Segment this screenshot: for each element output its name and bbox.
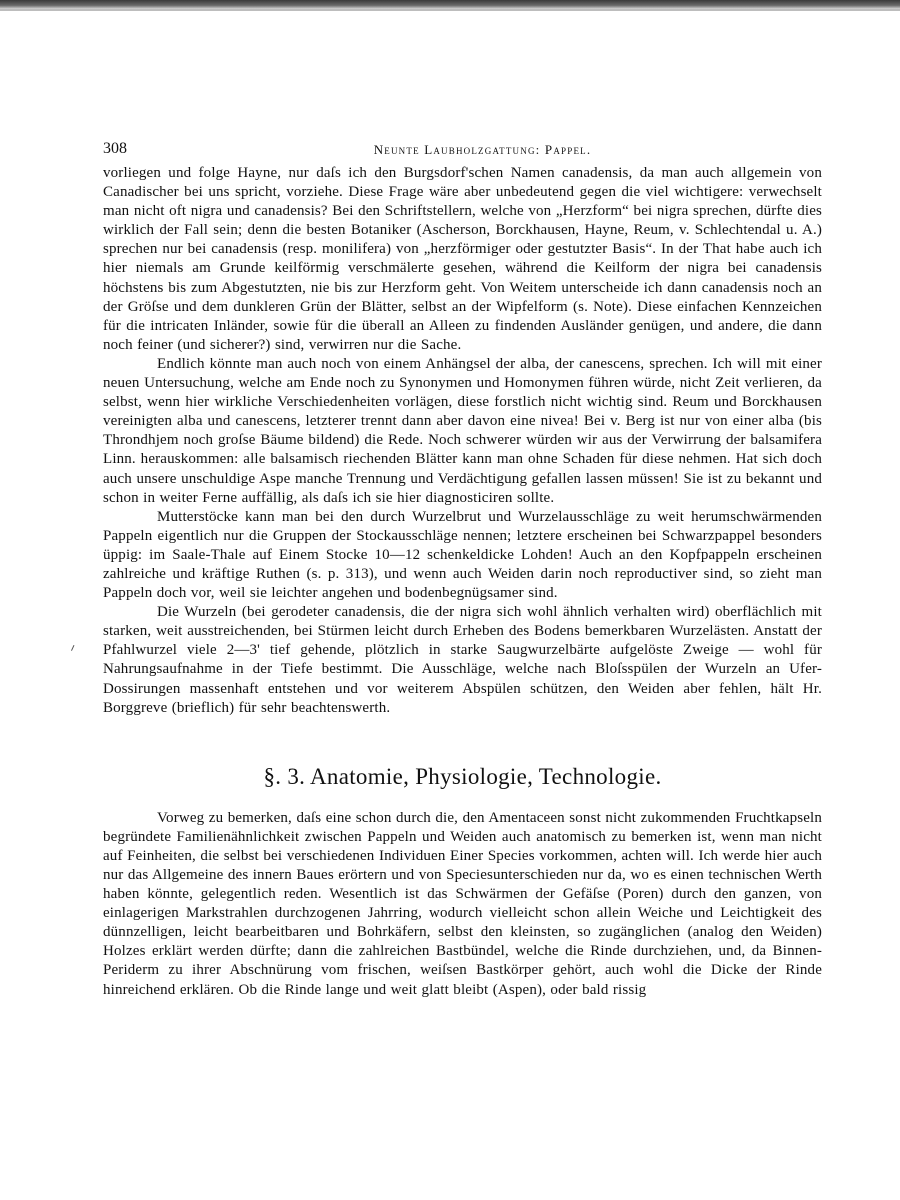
- scan-edge-band: [0, 0, 900, 9]
- paragraph-1: vorliegen und folge Hayne, nur daſs ich den Burgsdorf'schen Namen canadensis, da man auch allgemein von Canadischer bei uns spricht, vorziehe. Diese Frage wäre aber unbedeutend gegen die viel wichtigere: verwechselt man nicht oft nigra und canadensis? Bei den Schriftstellern, welche von „Herzform“ bei nigra sprechen, dürfte dies wirklich der Fall sein; denn die besten Botaniker (Ascherson, Borckhausen, Hayne, Reum, v. Schlechtendal u. A.) sprechen nur bei canadensis (resp. monilifera) von „herzförmiger oder gestutzter Basis“. In der That habe auch ich hier niemals am Grunde keilförmig verschmälerte gesehen, während die Keilform der nigra bei canadensis höchstens bis zum Abgestutzten, nie bis zur Herzform geht. Von Weitem unterscheide ich dann canadensis noch an der Gröſse und dem dunkleren Grün der Blätter, selbst an der Wipfelform (s. Note). Diese einfachen Kennzeichen für die intricaten Inländer, sowie für die überall an Alleen zu findenden Ausländer genügen, und andere, die dann noch feiner (und sicherer?) sind, verwirren nur die Sache.: [103, 165, 822, 353]
- page-number: 308: [103, 140, 127, 157]
- running-title: Neunte Laubholzgattung: Pappel.: [373, 142, 592, 157]
- page-body: [103, 140, 822, 1000]
- paragraph-4: Die Wurzeln (bei gerodeter canadensis, die der nigra sich wohl ähnlich verhalten wird) oberflächlich mit starken, weit ausstreichenden, bei Stürmen leicht durch Erheben des Bodens bemerkbaren Wurzelästen. Anstatt der Pfahlwurzel viele 2—3' tief gehende, plötzlich in starke Saugwurzelbärte aufgelöste Zweige — wohl für Nahrungsaufnahme in der Tiefe bestimmt. Die Ausschläge, welche nach Bloſsspülen der Wurzeln an Ufer-Dossirungen massenhaft entstehen und vor weiterem Abspülen schützen, den Weiden aber fehlen, hält Hr. Borggreve (brieflich) für sehr beachtenswerth.: [103, 604, 822, 716]
- paragraph-2: Endlich könnte man auch noch von einem Anhängsel der alba, der canescens, sprechen. Ich will mit einer neuen Untersuchung, welche am Ende noch zu Synonymen und Homonymen führen würde, nicht Zeit verlieren, da selbst, wenn hier wirkliche Verschiedenheiten vorlägen, diese forstlich nicht wichtig sind. Reum und Borckhausen vereinigten alba und canescens, letzterer trennt dann aber davon eine nivea! Bei v. Berg ist nur von einer alba (bis Throndhjem noch groſse Bäume bildend) die Rede. Noch schwerer würden wir aus der Verwirrung der balsamifera Linn. herauskommen: alle balsamisch riechenden Blätter kann man ohne Schaden für diese nehmen. Hat sich doch auch unsere unschuldige Aspe manche Trennung und Verdächtigung gefallen lassen müssen! Sie ist zu bekannt und schon in weiter Ferne auffällig, als daſs ich sie hier diagnosticiren sollte.: [103, 355, 822, 506]
- section-paragraph: Vorweg zu bemerken, daſs eine schon durch die, den Amentaceen sonst nicht zukommenden Fruchtkapseln begründete Familienähnlichkeit zwischen Pappeln und Weiden auch anatomisch zu bemerken ist, wenn man nicht auf Feinheiten, die selbst bei verschiedenen Individuen Einer Species vorkommen, achten will. Ich werde hier auch nur das Allgemeine des innern Baues erörtern und von Speciesunterschieden nur da, wo es einen technischen Werth haben könnte, gelegentlich reden. Wesentlich ist das Schwärmen der Gefäſse (Poren) durch den ganzen, von einlagerigen Markstrahlen durchzogenen Jahrring, wodurch vielleicht schon allein Weiche und Leichtigkeit des dünnzelligen, leicht bearbeitbaren und Bohrkäfern, selbst den kleinsten, so zugänglichen (analog den Weiden) Holzes erklärt werden dürfte; dann die zahlreichen Bastbündel, welche die Rinde durchziehen, und, da Binnen-Periderm zu ihrer Abschnürung vom frischen, weiſsen Bastkörper gehört, auch wohl die Dicke der Rinde hinreichend erklären. Ob die Rinde lange und weit glatt bleibt (Aspen), oder bald rissig: [103, 809, 822, 998]
- section-heading: §. 3. Anatomie, Physiologie, Technologie.: [263, 763, 662, 789]
- running-head: [103, 140, 822, 164]
- paragraph-3: Mutterstöcke kann man bei den durch Wurzelbrut und Wurzelausschläge zu weit herumschwärmenden Pappeln eigentlich nur die Gruppen der Stockausschläge nennen; letztere erscheinen bei Schwarzpappel besonders üppig: im Saale-Thale auf Einem Stocke 10—12 schenkeldicke Lohden! Auch an den Kopfpappeln erscheinen zahlreiche und kräftige Ruthen (s. p. 313), und wenn auch Weiden darin noch reproductiver sind, so zieht man Pappeln doch vor, weil sie leichter angehen und bodenbegnügsamer sind.: [103, 508, 822, 602]
- scan-edge-line: [0, 9, 900, 11]
- margin-mark: [71, 645, 79, 653]
